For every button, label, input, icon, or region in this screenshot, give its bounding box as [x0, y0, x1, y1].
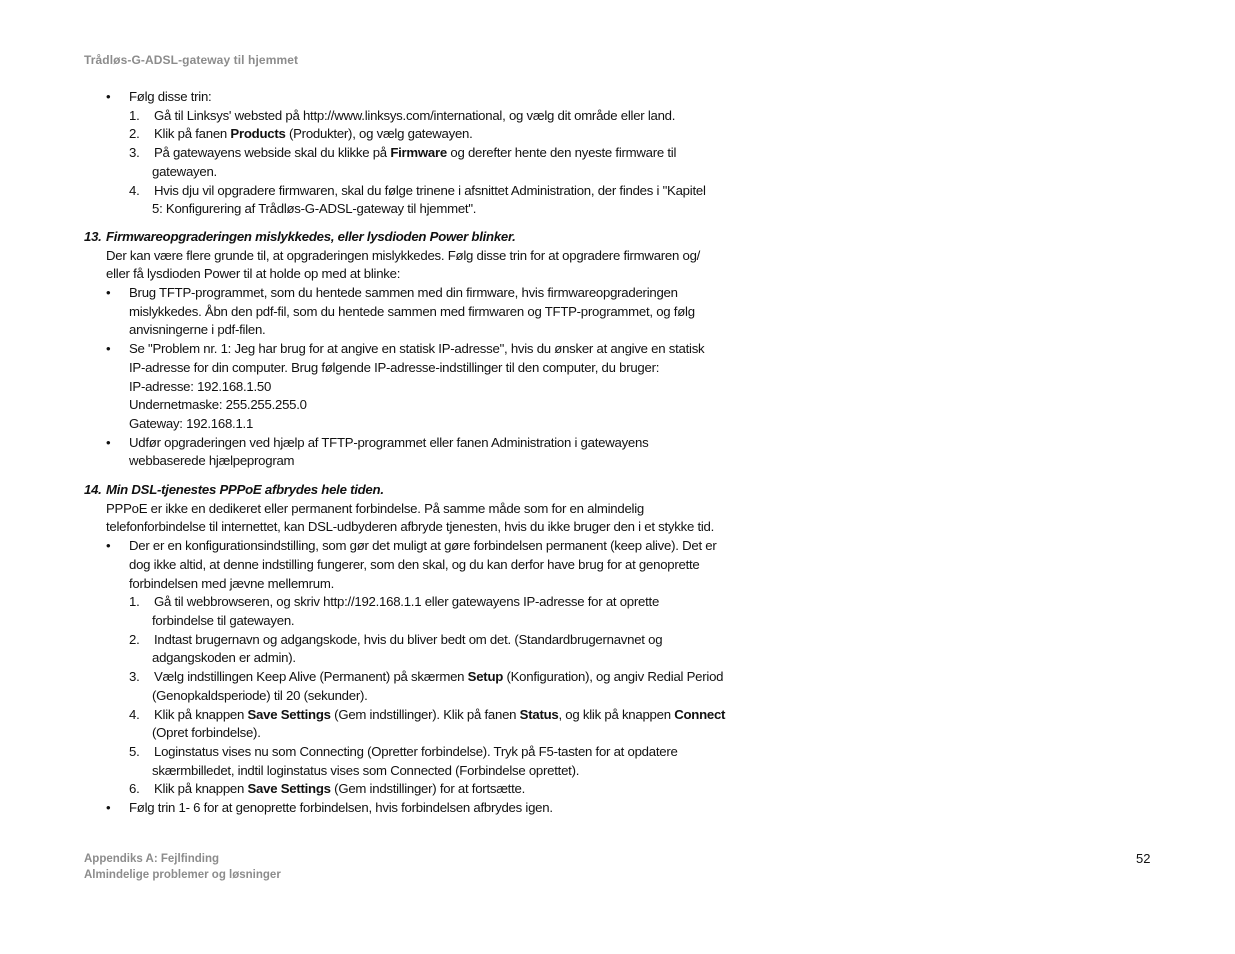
footer-section: Almindelige problemer og løsninger [84, 869, 281, 881]
bold-term: Save Settings [247, 706, 331, 722]
bullet-marker: • [106, 285, 111, 301]
bold-term: Status [519, 706, 559, 722]
bold-term: Connect [674, 706, 726, 722]
section-14-step-4: 4. Klik på knappen Save Settings (Gem indstillinger). Klik på fanen Status, og klik på knappen Connect [129, 706, 726, 722]
intro-step-4-cont: 5: Konfigurering af Trådløs-G-ADSL-gateway til hjemmet". [152, 201, 477, 217]
section-13-title: 13. Firmwareopgraderingen mislykkedes, eller lysdioden Power blinker. [84, 228, 516, 244]
page-content [84, 88, 764, 818]
section-14-title: 14. Min DSL-tjenestes PPPoE afbrydes hele tiden. [84, 482, 384, 498]
section-13-para-line-1: Der kan være flere grunde til, at opgraderingen mislykkedes. Følg disse trin for at opgradere firmwaren og/ [106, 247, 701, 263]
page-number: 52 [1136, 851, 1151, 866]
gateway-line: Gateway: 192.168.1.1 [129, 415, 254, 431]
section-14-step-1-cont: forbindelse til gatewayen. [152, 612, 295, 628]
section-14-step-2-cont: adgangskoden er admin). [152, 650, 296, 666]
section-14-step-5: 5. Loginstatus vises nu som Connecting (Opretter forbindelse). Tryk på F5-tasten for at opdatere [129, 743, 678, 759]
section-14-step-2: 2. Indtast brugernavn og adgangskode, hvis du bliver bedt om det. (Standardbrugernavnet og [129, 631, 663, 647]
bullet-marker: • [106, 800, 111, 816]
bullet-marker: • [106, 89, 111, 104]
section-13-bullet-1-cont: anvisningerne i pdf-filen. [129, 322, 266, 338]
intro-step-2: 2. Klik på fanen Products (Produkter), og vælg gatewayen. [129, 126, 473, 142]
section-14-step-6: 6. Klik på knappen Save Settings (Gem indstillinger) for at fortsætte. [129, 781, 526, 797]
section-13-bullet-1: • Brug TFTP-programmet, som du hentede sammen med din firmware, hvis firmwareopgraderingen [84, 284, 764, 303]
subnet-mask-line: Undernetmaske: 255.255.255.0 [129, 397, 307, 413]
intro-step-4: 4. Hvis dju vil opgradere firmwaren, skal du følge trinene i afsnittet Administration, der findes i "Kapitel [129, 182, 706, 198]
bold-term: Save Settings [247, 781, 331, 797]
section-14-bullet-1-cont: dog ikke altid, at denne indstilling fungerer, som den skal, og du kan derfor have brug for at genoprette [129, 556, 700, 572]
section-14-para-line-1: PPPoE er ikke en dedikeret eller permanent forbindelse. På samme måde som for en almindelig [106, 500, 645, 516]
section-14-bullet-1-cont: forbindelsen med jævne mellemrum. [129, 575, 335, 591]
intro-bullet: • Følg disse trin: [84, 88, 764, 107]
section-13-bullet-2: • Se "Problem nr. 1: Jeg har brug for at angive en statisk IP-adresse", hvis du ønsker at angive en statisk [84, 340, 764, 359]
section-14-step-1: 1. Gå til webbrowseren, og skriv http://192.168.1.1 eller gatewayens IP-adresse for at oprette [129, 594, 660, 610]
bullet-marker: • [106, 538, 111, 554]
section-13-bullet-3-cont: webbaserede hjælpeprogram [129, 453, 295, 469]
section-14-para-line-2: telefonforbindelse til internettet, kan DSL-udbyderen afbryde tjenesten, hvis du ikke bruger den i et stykke tid. [106, 519, 715, 535]
footer [84, 851, 281, 883]
bold-term: Firmware [390, 145, 447, 161]
section-14-step-3-cont: (Genopkaldsperiode) til 20 (sekunder). [152, 687, 368, 703]
section-13-bullet-3: • Udfør opgraderingen ved hjælp af TFTP-programmet eller fanen Administration i gatewayens [84, 434, 764, 453]
footer-chapter: Appendiks A: Fejlfinding [84, 853, 220, 865]
section-14-step-3: 3. Vælg indstillingen Keep Alive (Permanent) på skærmen Setup (Konfiguration), og angiv Redial Period [129, 669, 724, 685]
ip-address-line: IP-adresse: 192.168.1.50 [129, 378, 272, 394]
running-header: Trådløs-G-ADSL-gateway til hjemmet [84, 53, 299, 67]
bold-term: Products [230, 126, 286, 142]
section-14-bullet-2: • Følg trin 1- 6 for at genoprette forbindelsen, hvis forbindelsen afbrydes igen. [84, 799, 764, 818]
section-14-step-4-cont: (Opret forbindelse). [152, 725, 261, 741]
intro-step-3-cont: gatewayen. [152, 163, 217, 179]
bold-term: Setup [467, 669, 504, 685]
intro-step-3: 3. På gatewayens webside skal du klikke på Firmware og derefter hente den nyeste firmware til [129, 145, 677, 161]
intro-step-1: 1. Gå til Linksys' websted på http://www.linksys.com/international, og vælg dit område eller land. [129, 107, 676, 123]
section-13-para-line-2: eller få lysdioden Power til at holde op med at blinke: [106, 266, 401, 282]
bullet-marker: • [106, 434, 111, 450]
section-14-bullet-1: • Der er en konfigurationsindstilling, som gør det muligt at gøre forbindelsen permanent (keep alive). Det er [84, 537, 764, 556]
section-13-bullet-1-cont: mislykkedes. Åbn den pdf-fil, som du hentede sammen med firmwaren og TFTP-programmet, og følg [129, 303, 695, 319]
section-14-step-5-cont: skærmbilledet, indtil loginstatus vises som Connected (Forbindelse oprettet). [152, 762, 580, 778]
section-13-bullet-2-cont: IP-adresse for din computer. Brug følgende IP-adresse-indstillinger til den computer, du bruger: [129, 359, 660, 375]
bullet-marker: • [106, 341, 111, 357]
